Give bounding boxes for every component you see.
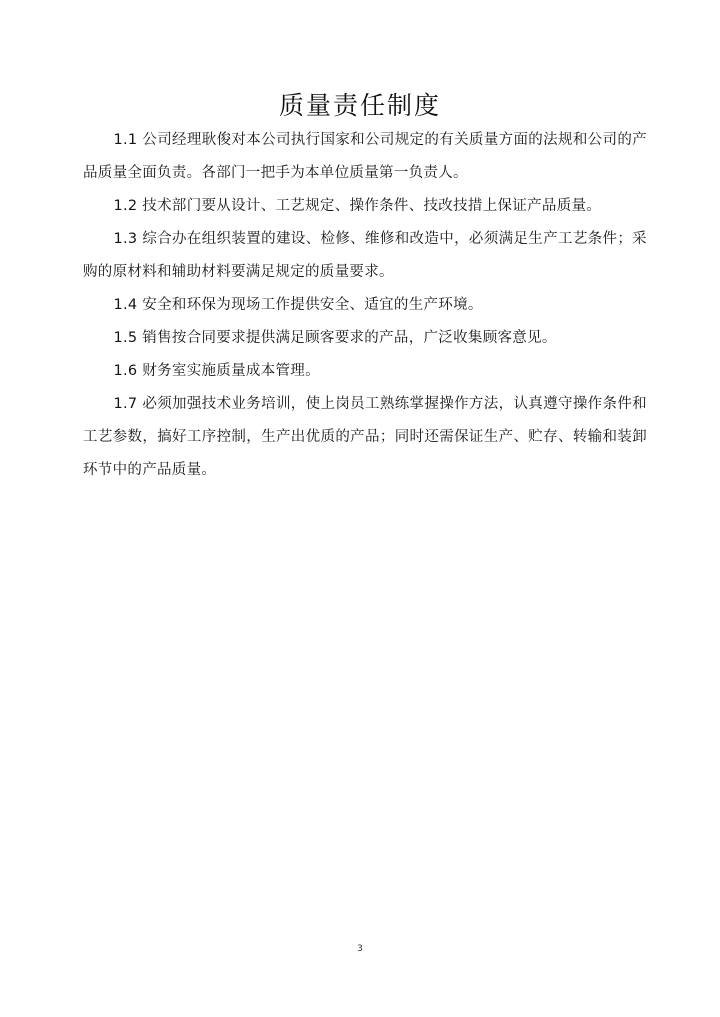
paragraph-1-7: 1.7 必须加强技术业务培训，使上岗员工熟练掌握操作方法，认真遵守操作条件和工艺参数，搞好工序控制，生产出优质的产品；同时还需保证生产、贮存、转输和装卸环节中的产品质量。 <box>83 396 647 478</box>
paragraph-1-6: 1.6 财务室实施质量成本管理。 <box>113 363 320 379</box>
paragraph-1-5: 1.5 销售按合同要求提供满足顾客要求的产品，广泛收集顾客意见。 <box>113 330 557 346</box>
paragraph-1-4: 1.4 安全和环保为现场工作提供安全、适宜的生产环境。 <box>113 297 483 313</box>
paragraph-1-3: 1.3 综合办在组织装置的建设、检修、维修和改造中，必须满足生产工艺条件；采购的原材料和辅助材料要满足规定的质量要求。 <box>83 231 647 280</box>
paragraph-1-2: 1.2 技术部门要从设计、工艺规定、操作条件、技改技措上保证产品质量。 <box>113 198 602 214</box>
page-number: 3 <box>357 944 363 954</box>
paragraph-1-1: 1.1 公司经理耿俊对本公司执行国家和公司规定的有关质量方面的法规和公司的产品质量全面负责。各部门一把手为本单位质量第一负责人。 <box>83 132 647 181</box>
document-body <box>83 124 647 487</box>
document-title: 质量责任制度 <box>278 91 441 120</box>
